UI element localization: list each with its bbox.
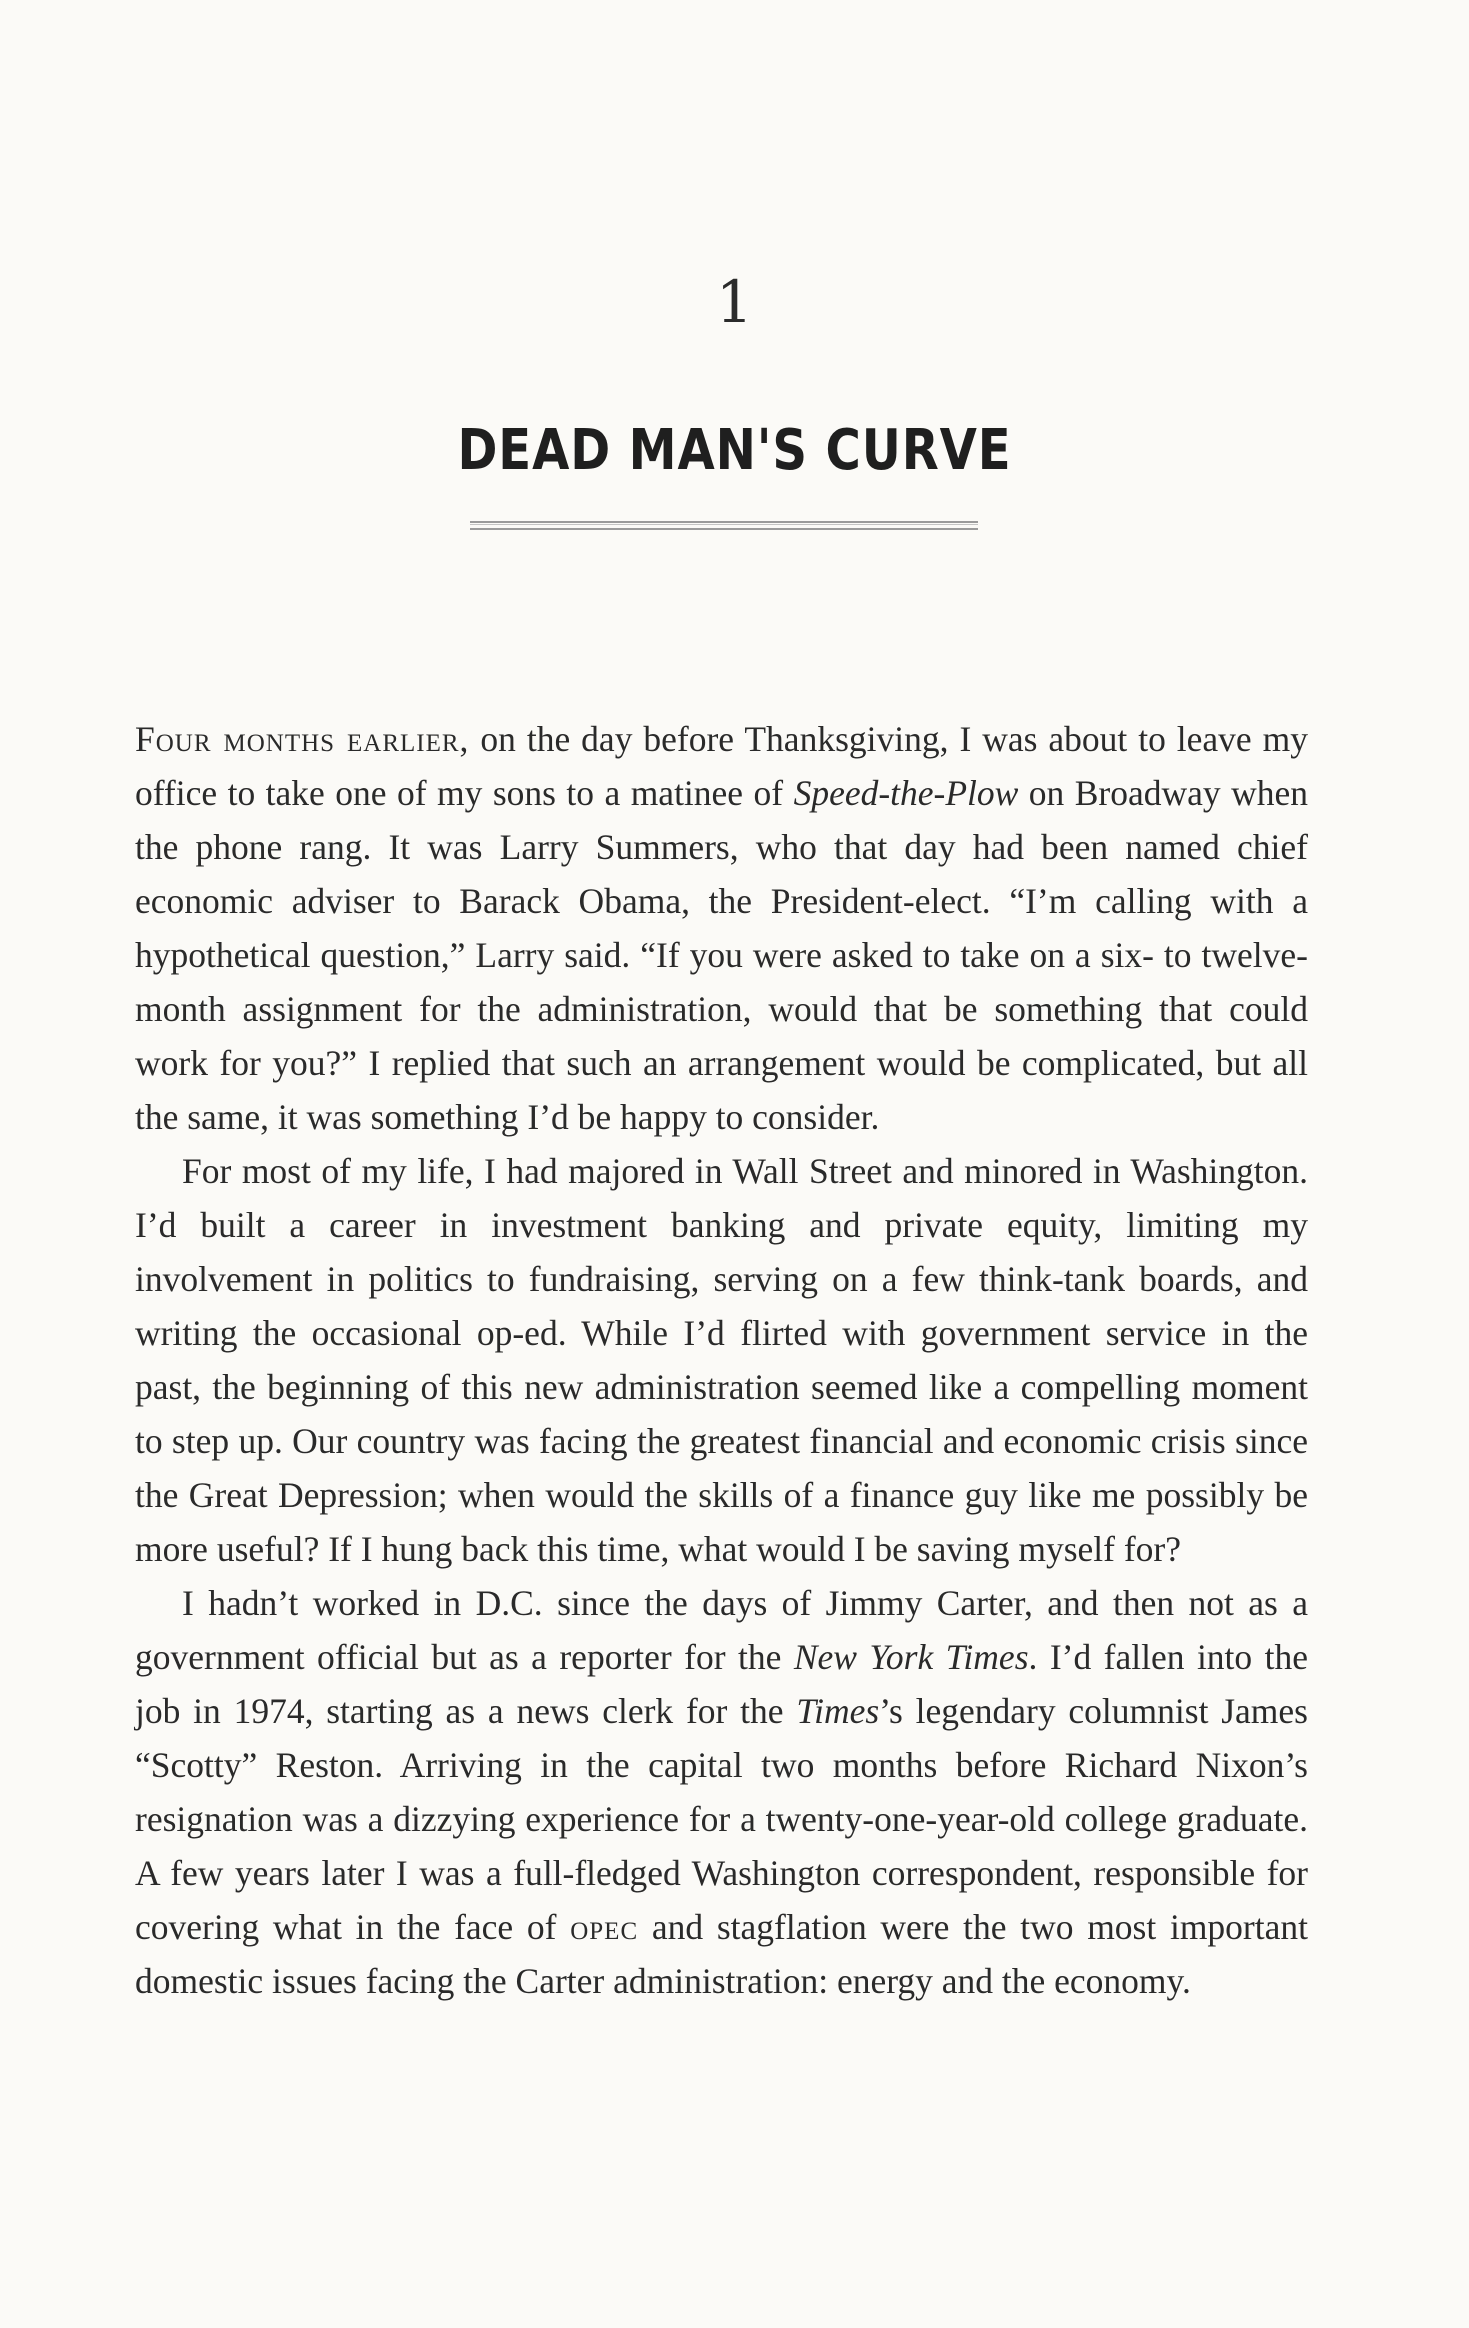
play-title-italic: Speed-the-Plow (793, 773, 1019, 813)
paragraph-3 (135, 1576, 1308, 2008)
newspaper-short-title-italic: Times (796, 1691, 880, 1731)
paragraph-2 (135, 1144, 1308, 1576)
chapter-number: 1 (716, 268, 753, 336)
body-text (135, 712, 1308, 2008)
paragraph-3-text-cont-2: ’s legendary columnist James “Scotty” Reston. Arriving in the capital two months before Richard Nixon’s resignation was a dizzying experience for a twenty-one-year-old college graduate. A few years later I was a full-fledged Washington correspondent, responsible for covering what in the face of (135, 1691, 1308, 1947)
opec-smallcaps: opec (570, 1907, 639, 1947)
title-divider-rule (470, 521, 978, 530)
paragraph-1 (135, 712, 1308, 1144)
newspaper-title-italic: New York Times (793, 1637, 1029, 1677)
paragraph-1-text-cont: on Broadway when the phone rang. It was Larry Summers, who that day had been named chief economic adviser to Barack Obama, the President-elect. “I’m calling with a hypothetical question,” Larry said. “If you were asked to take on a six- to twelve-month assignment for the administration, would that be something that could work for you?” I replied that such an arrangement would be complicated, but all the same, it was something I’d be happy to consider. (135, 773, 1309, 1137)
paragraph-3-text: I hadn’t worked in D.C. since the days of Jimmy Carter, and then not as a government official but as a reporter for the (135, 1583, 1308, 1677)
paragraph-lead-smallcaps: Four months earlier, (135, 719, 470, 759)
paragraph-3-text-cont: . I’d fallen into the job in 1974, starting as a news clerk for the (135, 1637, 1308, 1731)
chapter-title: DEAD MAN'S CURVE (457, 418, 1012, 483)
paragraph-3-text-end: and stagflation were the two most important domestic issues facing the Carter administration: energy and the economy. (135, 1907, 1308, 2001)
paragraph-1-text: on the day before Thanksgiving, I was about to leave my office to take one of my sons to a matinee of (135, 719, 1308, 813)
paragraph-2-text: For most of my life, I had majored in Wall Street and minored in Washington. I’d built a career in investment banking and private equity, limiting my involvement in politics to fundraising, serving on a few think-tank boards, and writing the occasional op-ed. While I’d flirted with government service in the past, the beginning of this new administration seemed like a compelling moment to step up. Our country was facing the greatest financial and economic crisis since the Great Depression; when would the skills of a finance guy like me possibly be more useful? If I hung back this time, what would I be saving myself for? (135, 1151, 1308, 1569)
